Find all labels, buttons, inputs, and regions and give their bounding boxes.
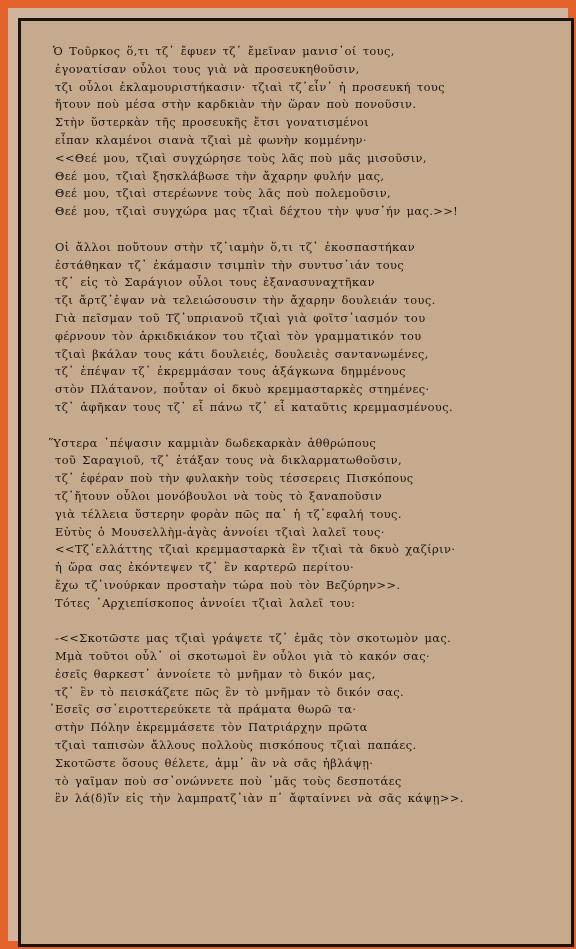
poem-line: τζ᾽ ἀφῆκαν τους τζ᾽ εἶ πάνω τζ᾽ εἶ καταῦτις κρεμμασμένους. [55, 399, 453, 414]
poem-line: Στὴν ὕστερκὰν τῆς προσευκῆς ἔτσι γονατισμένοι [55, 115, 370, 130]
poem-line: εἶπαν κλαμένοι σιανὰ τζιαὶ μὲ φωνὴν κομμένην· [55, 132, 367, 147]
poem-line: ἔχω τζ᾽ινούρκαν προσταὴν τώρα ποὺ τὸν Βεζύρην>>. [55, 577, 401, 592]
stanza [49, 435, 563, 613]
poem-line: ἓν λά(δ)ἴν εἰς τὴν λαμπρατζ᾽ιὰν π᾽ ἄφταίννει νὰ σᾶς κάψῃ>>. [55, 791, 464, 806]
poem-line: φέρνουν τὸν ἀρκιδκιάκον του τζιαὶ τὸν γραμματικόν του [55, 328, 422, 343]
stanza [49, 630, 563, 808]
poem-line: τζιαὶ ταπισὼν ἄλλους πολλοὺς πισκόπους τζιαὶ παπάες. [55, 738, 417, 753]
poem-line: Οἱ ἄλλοι ποὔτουν στὴν τζ᾽ιαμὴν ὅ,τι τζ᾽ ἐκοσπαστήκαν [55, 239, 416, 254]
poem-line: τζ᾽ ἐπέψαν τζ᾽ ἐκρεμμάσαν τους ἀξάγκωνα δημμένους [55, 364, 406, 379]
poem-line: Θεέ μου, τζιαὶ στερέωννε τοὺς λᾶς ποὺ πολεμοῦσιν, [55, 186, 392, 201]
poem-line: ἐσεῖς θαρκεστ᾽ ἀννοίετε τὸ μνῆμαν τὸ δικόν μας, [55, 666, 376, 681]
poem-line: Ὕστερα ᾽πέψασιν καμμιὰν δωδεκαρκὰν ἀθθρώπους [49, 435, 377, 450]
stanza [55, 43, 563, 221]
poem-line: τζ᾽ ἓν τὸ πεισκάζετε πῶς ἓν τὸ μνῆμαν τὸ δικόν σας. [55, 684, 405, 699]
poem-line: -<<Σκοτῶστε μας τζιαὶ γράψετε τζ᾽ ἐμᾶς τὸν σκοτωμὸν μας. [55, 631, 452, 646]
poem-line: Μμὰ τοῦτοι οὗλ᾽ οἱ σκοτωμοὶ ἓν οὗλοι γιὰ τὸ κακόν σας· [55, 649, 431, 664]
poem-line: Εὐτὺς ὁ Μουσελλὴμ-ἀγὰς ἀννοίει τζιαὶ λαλεῖ τους· [55, 524, 385, 539]
stanza [55, 239, 563, 417]
poem-line: τζ᾽ἤτουν οὗλοι μονόβουλοι νὰ τοὺς τὸ ξαναποῦσιν [55, 488, 383, 503]
poem-line: ἤτουν ποὺ μέσα στὴν καρδκιὰν τὴν ὥραν ποὺ πονοῦσιν. [55, 97, 417, 112]
poem-line: Θεέ μου, τζιαὶ συγχώρα μας τζιαὶ δέχτου τὴν ψυσ᾽ήν μας.>>! [55, 204, 459, 219]
poem-line: ἐστάθηκαν τζ᾽ ἐκάμασιν τσιμπὶν τὴν συντυσ᾽ιάν τους [55, 257, 405, 272]
stanza-gap [33, 613, 563, 631]
poem-text [33, 43, 563, 808]
poem-line: Ὁ Τοῦρκος ὅ,τι τζ᾽ ἔφυεν τζ᾽ ἔμεῖναν μανισ᾽οί τους, [53, 44, 395, 58]
poem-line: <<Θεέ μου, τζιαὶ συγχώρησε τοὺς λᾶς ποὺ μᾶς μισοῦσιν, [55, 150, 427, 165]
poem-line: ἡ ὥρα σας ἐκόντεψεν τζ᾽ ἓν καρτερῶ περίτου· [55, 560, 355, 575]
poem-line: τὸ γαῖμαν ποὺ σσ᾽ονώννετε ποὺ ᾽μᾶς τοὺς δεσποτάες [55, 773, 402, 788]
poem-line: Σκοτῶστε ὅσους θέλετε, ἀμμ᾽ ἂν νὰ σᾶς ἠβλάψῃ· [55, 755, 374, 770]
poem-line: τζ᾽ εἰς τὸ Σαράγιον οὗλοι τους ἐξανασυναχτῆκαν [55, 275, 375, 290]
poem-line: Θεέ μου, τζιαὶ ξησκλάβωσε τὴν ἄχαρην φυλήν μας, [55, 168, 385, 183]
stanza-gap [33, 221, 563, 239]
stanza-gap [33, 417, 563, 435]
poem-line: τζι ἄρτζ᾽ἐψαν νὰ τελειώσουσιν τὴν ἄχαρην δουλειάν τους. [55, 293, 436, 308]
poem-line: τζ᾽ ἐφέραν ποὺ τὴν φυλακὴν τοὺς τέσσερεις Πισκόπους [55, 471, 414, 486]
poem-line: τζι οὗλοι ἐκλαμουριστήκασιν· τζιαὶ τζ᾽εἶν᾽ ἡ προσευκή τους [55, 79, 445, 94]
poem-panel [18, 18, 574, 947]
poem-line: ᾽Εσεῖς σσ᾽ειροττερεύκετε τὰ πράματα θωρῶ τα· [49, 702, 357, 717]
poem-line: ἐγονατίσαν οὗλοι τους γιὰ νὰ προσευκηθοῦσιν, [55, 61, 360, 76]
poem-line: τοῦ Σαραγιοῦ, τζ᾽ ἐτάξαν τους νὰ δικλαρματωθοῦσιν, [55, 453, 403, 468]
poem-line: Γιὰ πεῖσμαν τοῦ Τζ᾽υπριανοῦ τζιαὶ γιὰ φοῖτσ᾽ιασμόν του [55, 310, 426, 325]
poem-line: στὸν Πλάτανον, ποὖταν οἱ δκυὸ κρεμμασταρκὲς στημένες· [55, 382, 430, 397]
poem-line: τζιαὶ βκάλαν τους κάτι δουλειές, δουλειὲς σαντανωμένες, [55, 346, 429, 361]
poem-line: <<Τζ᾽ελλάττης τζιαὶ κρεμμασταρκὰ ἓν τζιαὶ τὰ δκυὸ χαζίριν· [55, 542, 456, 557]
poem-line: στὴν Πόλην ἐκρεμμάσετε τὸν Πατριάρχην πρῶτα [55, 720, 368, 735]
poem-line: Τότες ᾽Αρχιεπίσκοπος ἀννοίει τζιαὶ λαλεῖ του: [55, 595, 356, 610]
poem-line: γιὰ τέλλεια ὕστερην φορὰν πῶς πα᾽ ἡ τζ᾽εφαλή τους. [55, 506, 402, 521]
